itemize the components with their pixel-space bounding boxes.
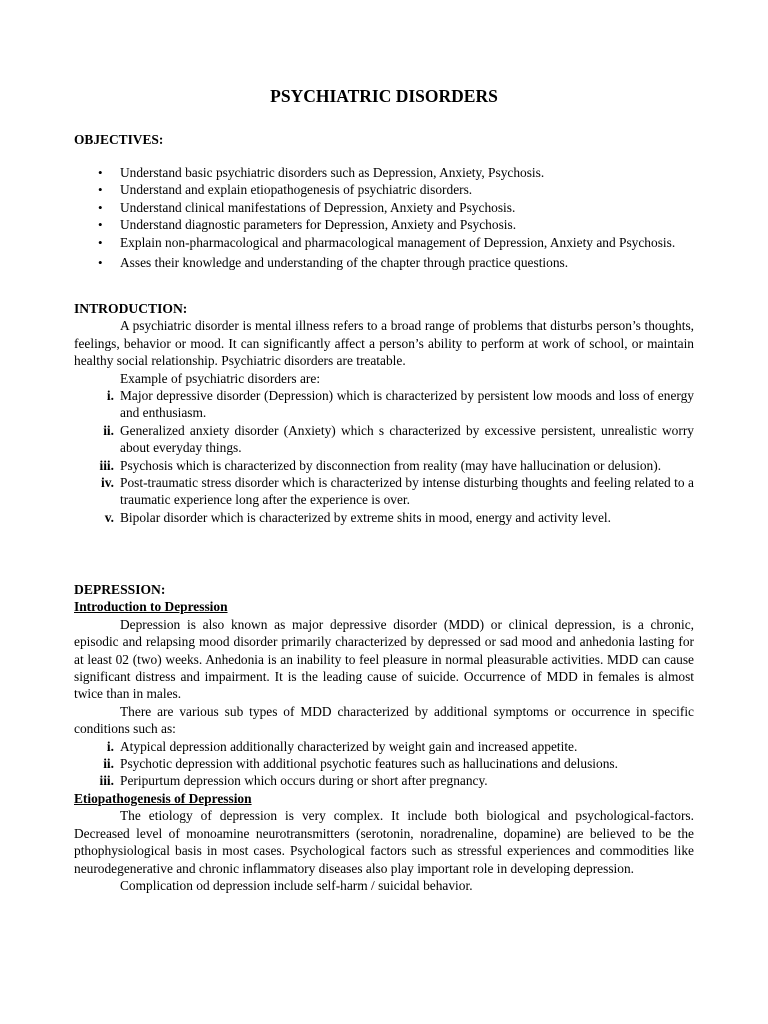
list-item [74,183,694,197]
objectives-list [74,166,694,273]
bullet-icon: • [98,165,103,180]
list-text: Generalized anxiety disorder (Anxiety) which s characterized by excessive persistent, unrealistic worry about everyday things. [120,422,694,456]
list-text: Atypical depression additionally characterized by weight gain and increased appetite. [120,738,578,754]
list-number: iii. [99,457,114,473]
list-item [74,236,694,250]
depression-section [74,581,694,894]
list-item [74,772,694,789]
objective-text: Explain non-pharmacological and pharmacological management of Depression, Anxiety and Psychosis. [120,234,676,250]
objective-text: Understand diagnostic parameters for Depression, Anxiety and Psychosis. [120,217,517,233]
list-item [74,755,694,772]
list-number: i. [106,388,114,404]
subtypes-list [74,738,694,790]
bullet-icon: • [98,234,103,250]
list-number: v. [104,509,114,525]
list-item [74,166,694,180]
list-text: Psychotic depression with additional psychotic features such as hallucinations and delusions. [120,756,618,772]
list-item [74,738,694,755]
page-title: PSYCHIATRIC DISORDERS [270,86,498,106]
etiopathogenesis-paragraph: The etiology of depression is very complex. It include both biological and psychological-factors. Decreased level of monoamine neurotransmitters (serotonin, noradrenaline, dopamine) are believed to be the pthophysiological basis in most cases. Psychological factors such as stressful experiences and commodities like neurodegenerative and chronic inflammatory diseases also play important role in developing depression. [74,808,694,876]
list-text: Major depressive disorder (Depression) which is characterized by persistent low moods and loss of energy and enthusiasm. [120,388,694,421]
introduction-section [74,300,694,526]
list-item [74,474,694,509]
objective-text: Understand basic psychiatric disorders such as Depression, Anxiety, Psychosis. [120,165,545,180]
list-text: Bipolar disorder which is characterized by extreme shits in mood, energy and activity level. [120,509,611,525]
list-item [74,457,694,474]
complication-paragraph: Complication od depression include self-harm / suicidal behavior. [120,877,473,893]
objective-text: Understand clinical manifestations of Depression, Anxiety and Psychosis. [120,199,516,215]
objective-text: Asses their knowledge and understanding of the chapter through practice questions. [120,255,569,271]
objectives-heading: OBJECTIVES: [74,132,164,147]
list-item [74,387,694,422]
list-item [74,422,694,457]
bullet-icon: • [98,217,103,233]
examples-list [74,387,694,526]
list-number: iii. [99,773,114,789]
list-item [74,201,694,215]
list-item [74,509,694,526]
list-text: Post-traumatic stress disorder which is characterized by intense disturbing thoughts and feeling related to a traumatic experience long after the experience is over. [120,475,694,508]
bullet-icon: • [98,199,103,215]
bullet-icon: • [98,255,103,271]
list-text: Psychosis which is characterized by disconnection from reality (may have hallucination or delusion). [120,457,662,473]
subtypes-paragraph: There are various sub types of MDD characterized by additional symptoms or occurrence in specific conditions such as: [74,703,694,737]
list-item [74,256,694,270]
list-text: Peripurtum depression which occurs during or short after pregnancy. [120,773,488,789]
list-number: iv. [100,475,114,491]
introduction-paragraph: A psychiatric disorder is mental illness refers to a broad range of problems that disturbs person’s thoughts, feelings, behavior or mood. It can significantly affect a person’s ability to perform at work of school, or maintain healthy social relationship. Psychiatric disorders are treatable. [74,318,694,369]
list-number: i. [106,738,114,754]
list-number: ii. [103,422,114,438]
list-number: ii. [103,756,114,772]
objective-text: Understand and explain etiopathogenesis of psychiatric disorders. [120,182,473,198]
bullet-icon: • [98,182,103,198]
examples-lead: Example of psychiatric disorders are: [120,370,321,386]
list-item [74,218,694,232]
depression-intro-subheading: Introduction to Depression [74,599,228,615]
depression-intro-paragraph: Depression is also known as major depressive disorder (MDD) or clinical depression, is a chronic, episodic and relapsing mood disorder primarily characterized by depressed or sad mood and anhedonia lasting for at least 02 (two) weeks. Anhedonia is an inability to feel pleasure in normal pleasurable activities. MDD can cause significant distress and impairment. It is the leading cause of suicide. Occurrence of MDD in females is almost twice than in males. [74,616,694,702]
introduction-heading: INTRODUCTION: [74,301,188,316]
etiopathogenesis-subheading: Etiopathogenesis of Depression [74,790,252,806]
depression-heading: DEPRESSION: [74,582,166,597]
